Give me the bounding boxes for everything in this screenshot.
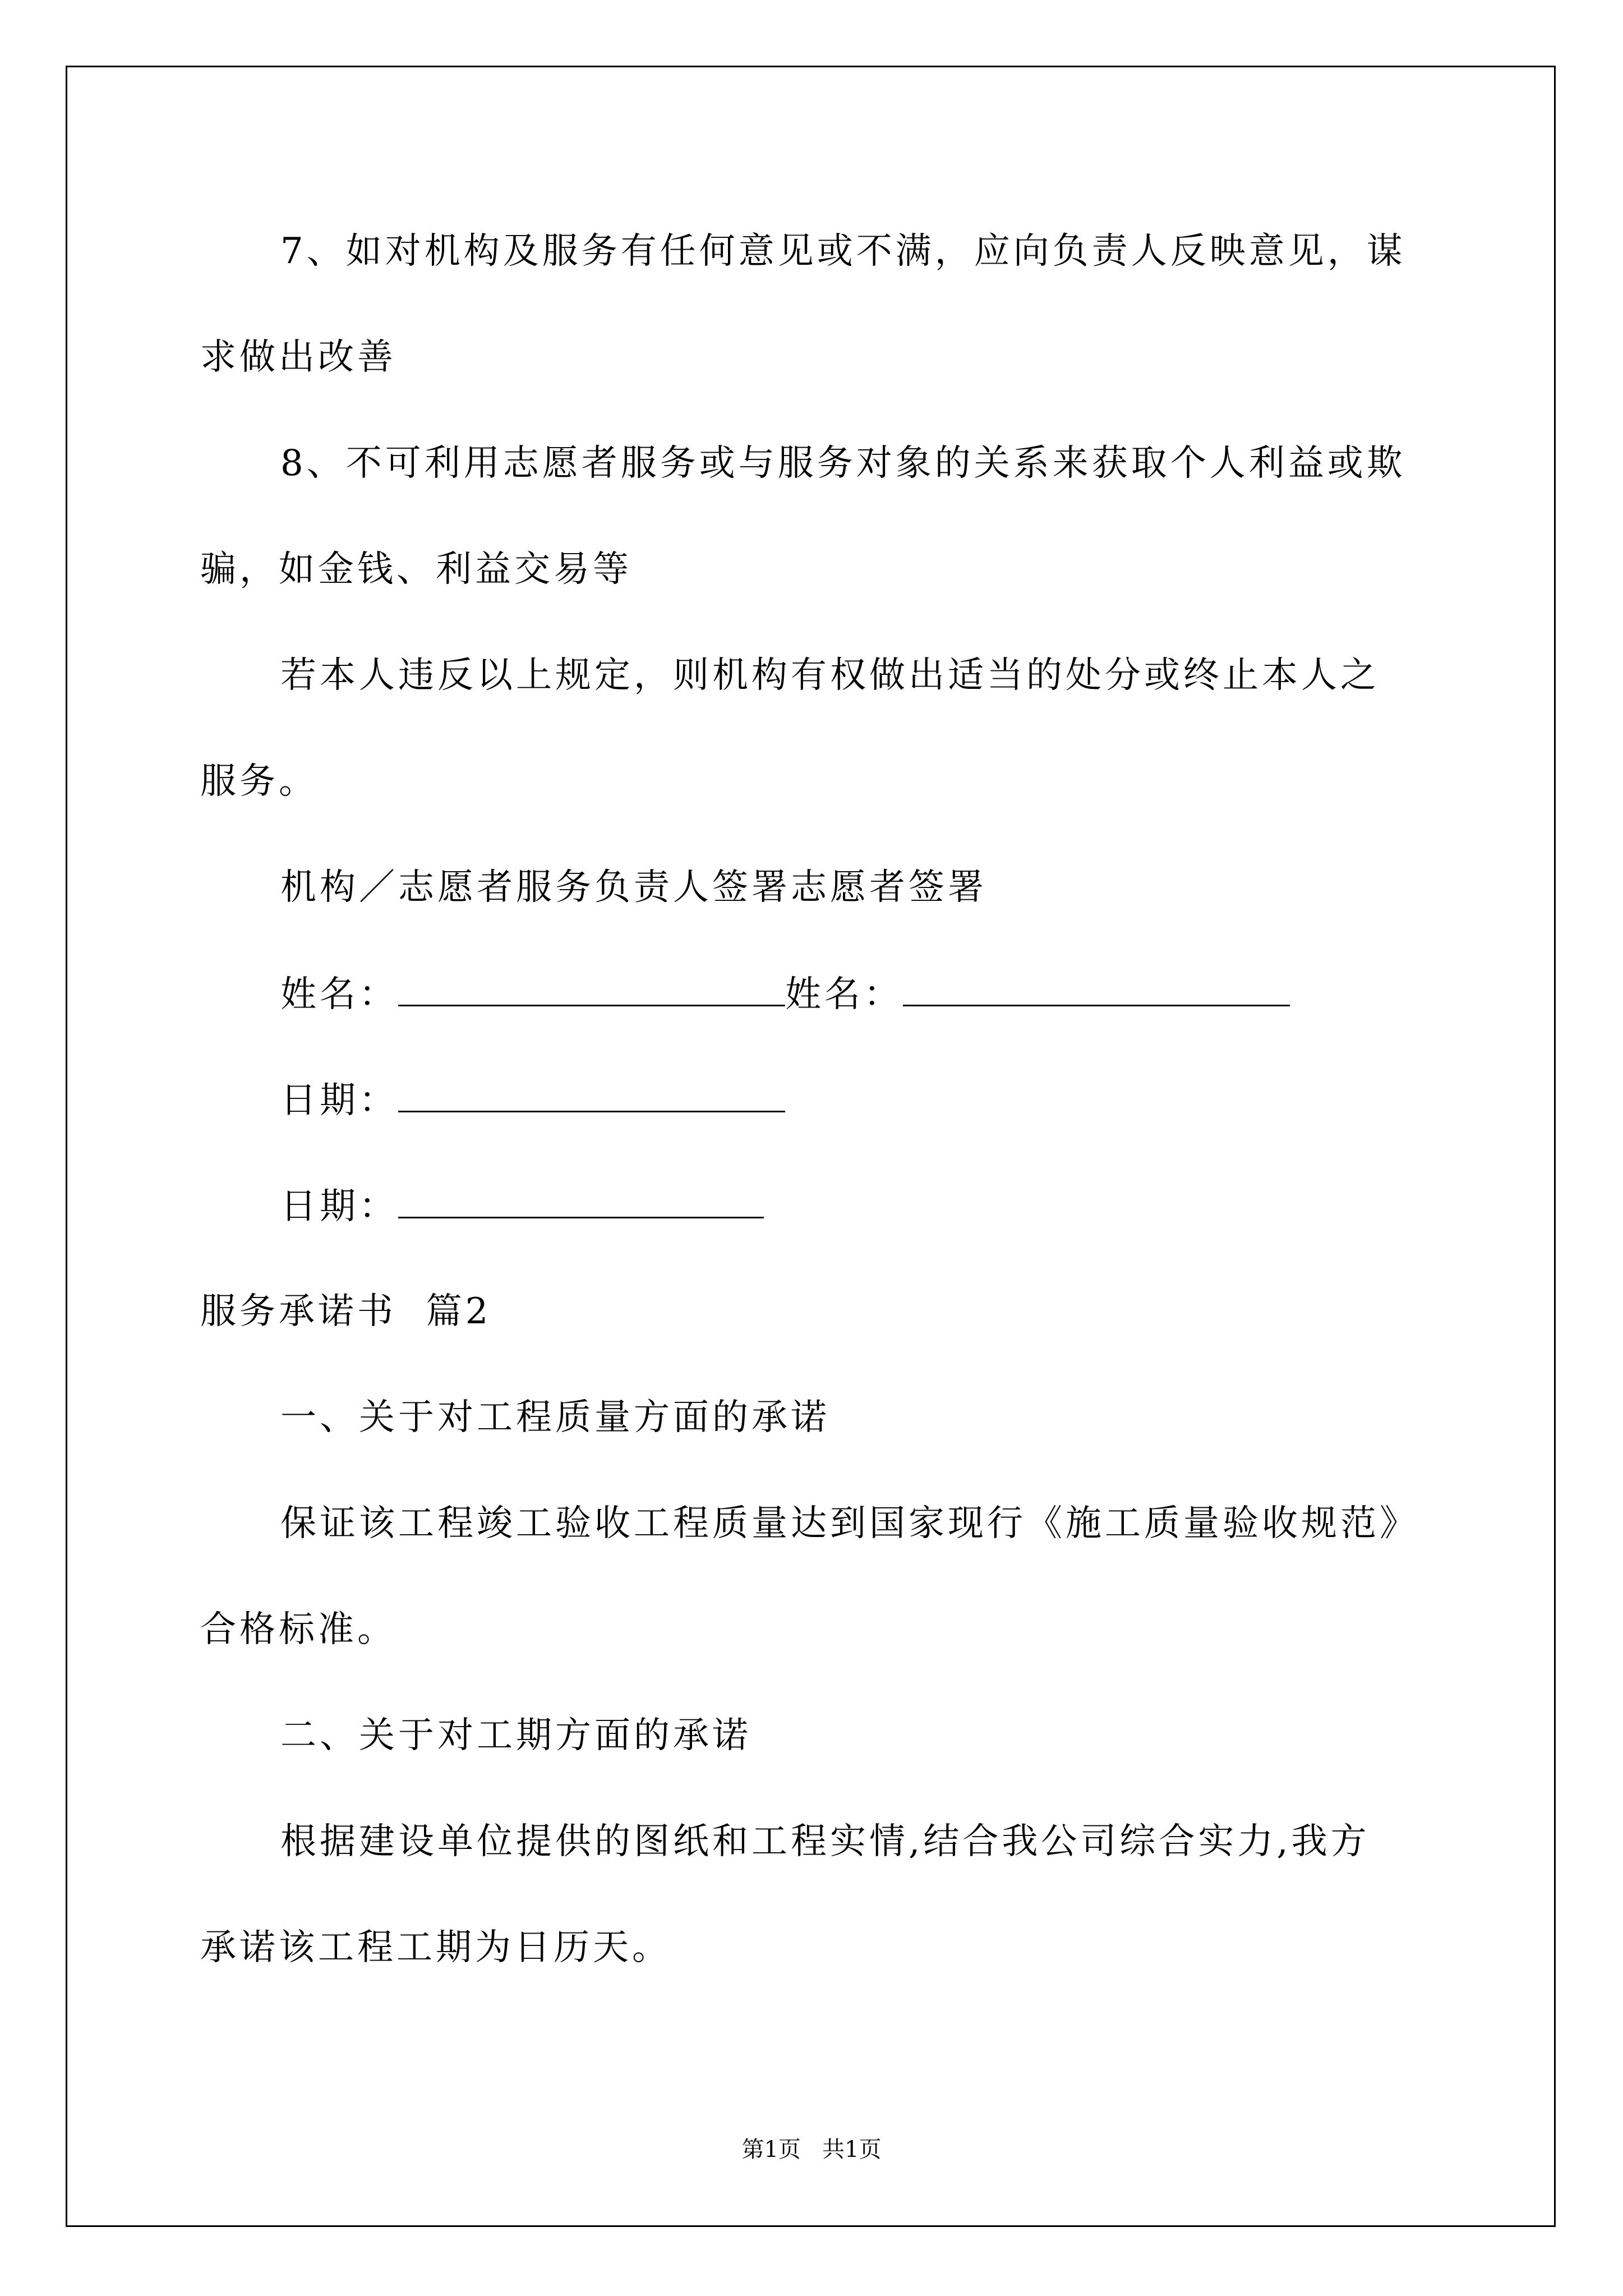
quality-line-1: 保证该工程竣工验收工程质量达到国家现行《施工质量验收规范》 [280,1503,1419,1544]
quality-line-2: 合格标准。 [200,1609,396,1650]
paragraph-7-line-1: 7、如对机构及服务有任何意见或不满，应向负责人反映意见，谋 [280,231,1406,272]
name-label-2: 姓名： [785,974,903,1015]
name-blank-1[interactable] [398,971,785,1006]
date-blank-1[interactable] [398,1077,785,1112]
name-row [280,971,1290,1016]
violation-line-1: 若本人违反以上规定，则机构有权做出适当的处分或终止本人之 [280,655,1380,696]
date-row-1 [280,1077,785,1122]
schedule-line-1: 根据建设单位提供的图纸和工程实情,结合我公司综合实力,我方 [280,1821,1370,1862]
date-row-2 [280,1183,764,1228]
paragraph-8-line-1: 8、不可利用志愿者服务或与服务对象的关系来获取个人利益或欺 [280,443,1406,484]
schedule-line-2: 承诺该工程工期为日历天。 [200,1927,671,1968]
date-label-2: 日期： [280,1186,398,1227]
paragraph-7-line-2: 求做出改善 [200,337,396,378]
page-footer: 第1页 共1页 [741,2137,882,2162]
name-label-1: 姓名： [280,974,398,1015]
violation-line-2: 服务。 [200,761,318,802]
section-2-title: 服务承诺书 篇2 [200,1291,492,1332]
quality-heading: 一、关于对工程质量方面的承诺 [280,1397,830,1438]
signatures-heading: 机构／志愿者服务负责人签署志愿者签署 [280,867,987,908]
page-border [66,66,1556,2227]
name-blank-2[interactable] [903,971,1290,1006]
schedule-heading: 二、关于对工期方面的承诺 [280,1715,751,1756]
date-label-1: 日期： [280,1080,398,1121]
date-blank-2[interactable] [398,1183,764,1218]
paragraph-8-line-2: 骗，如金钱、利益交易等 [200,549,632,590]
